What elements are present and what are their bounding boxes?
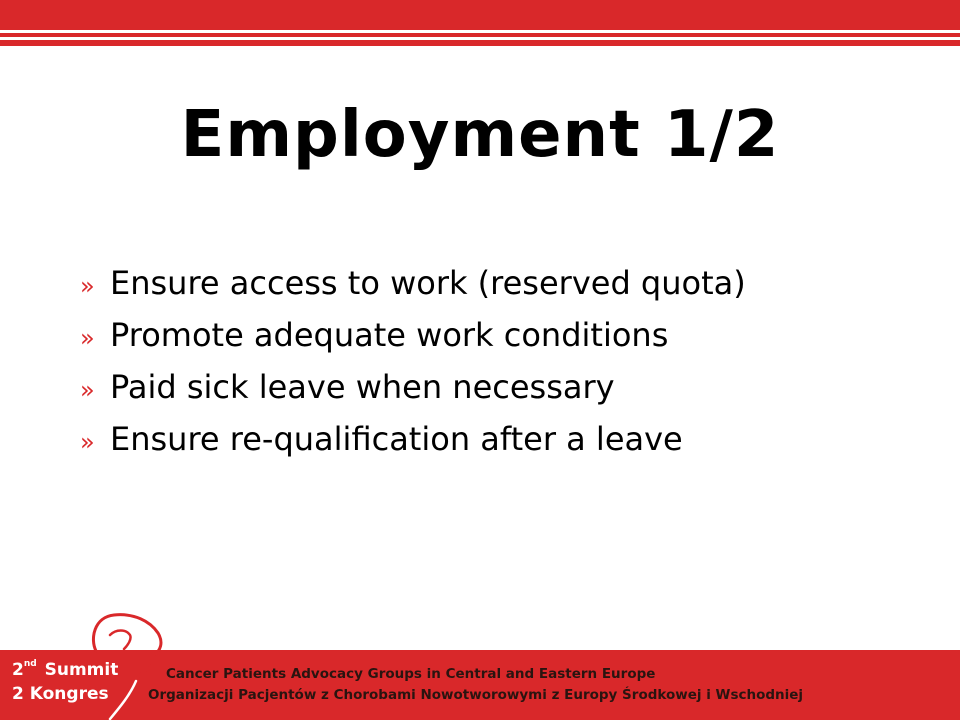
- bullet-text: Promote adequate work conditions: [110, 316, 669, 354]
- header-stripe: [0, 30, 960, 33]
- bullet-item: [80, 420, 900, 472]
- bullet-marker-icon: »: [80, 376, 95, 404]
- header-stripe: [0, 37, 960, 40]
- organization-name-en: Cancer Patients Advocacy Groups in Central and Eastern Europe: [166, 666, 656, 682]
- summit-ordinal: nd: [23, 659, 37, 669]
- bullet-text: Paid sick leave when necessary: [110, 368, 615, 406]
- bullet-marker-icon: »: [80, 272, 95, 300]
- bullet-list: [80, 264, 900, 472]
- kongres-label: 2 Kongres: [12, 684, 109, 704]
- bullet-item: [80, 368, 900, 420]
- summit-word: Summit: [44, 660, 119, 680]
- header-band: [0, 0, 960, 46]
- bullet-marker-icon: »: [80, 428, 95, 456]
- summit-number: 2: [12, 660, 24, 680]
- bullet-item: [80, 264, 900, 316]
- logo-figure-icon: [80, 605, 170, 720]
- bullet-marker-icon: »: [80, 324, 95, 352]
- bullet-text: Ensure re-qualification after a leave: [110, 420, 683, 458]
- bullet-item: [80, 316, 900, 368]
- bullet-text: Ensure access to work (reserved quota): [110, 264, 746, 302]
- organization-name-pl: Organizacji Pacjentów z Chorobami Nowotworowymi z Europy Środkowej i Wschodniej: [148, 687, 804, 703]
- slide-title: Employment 1/2: [180, 98, 780, 172]
